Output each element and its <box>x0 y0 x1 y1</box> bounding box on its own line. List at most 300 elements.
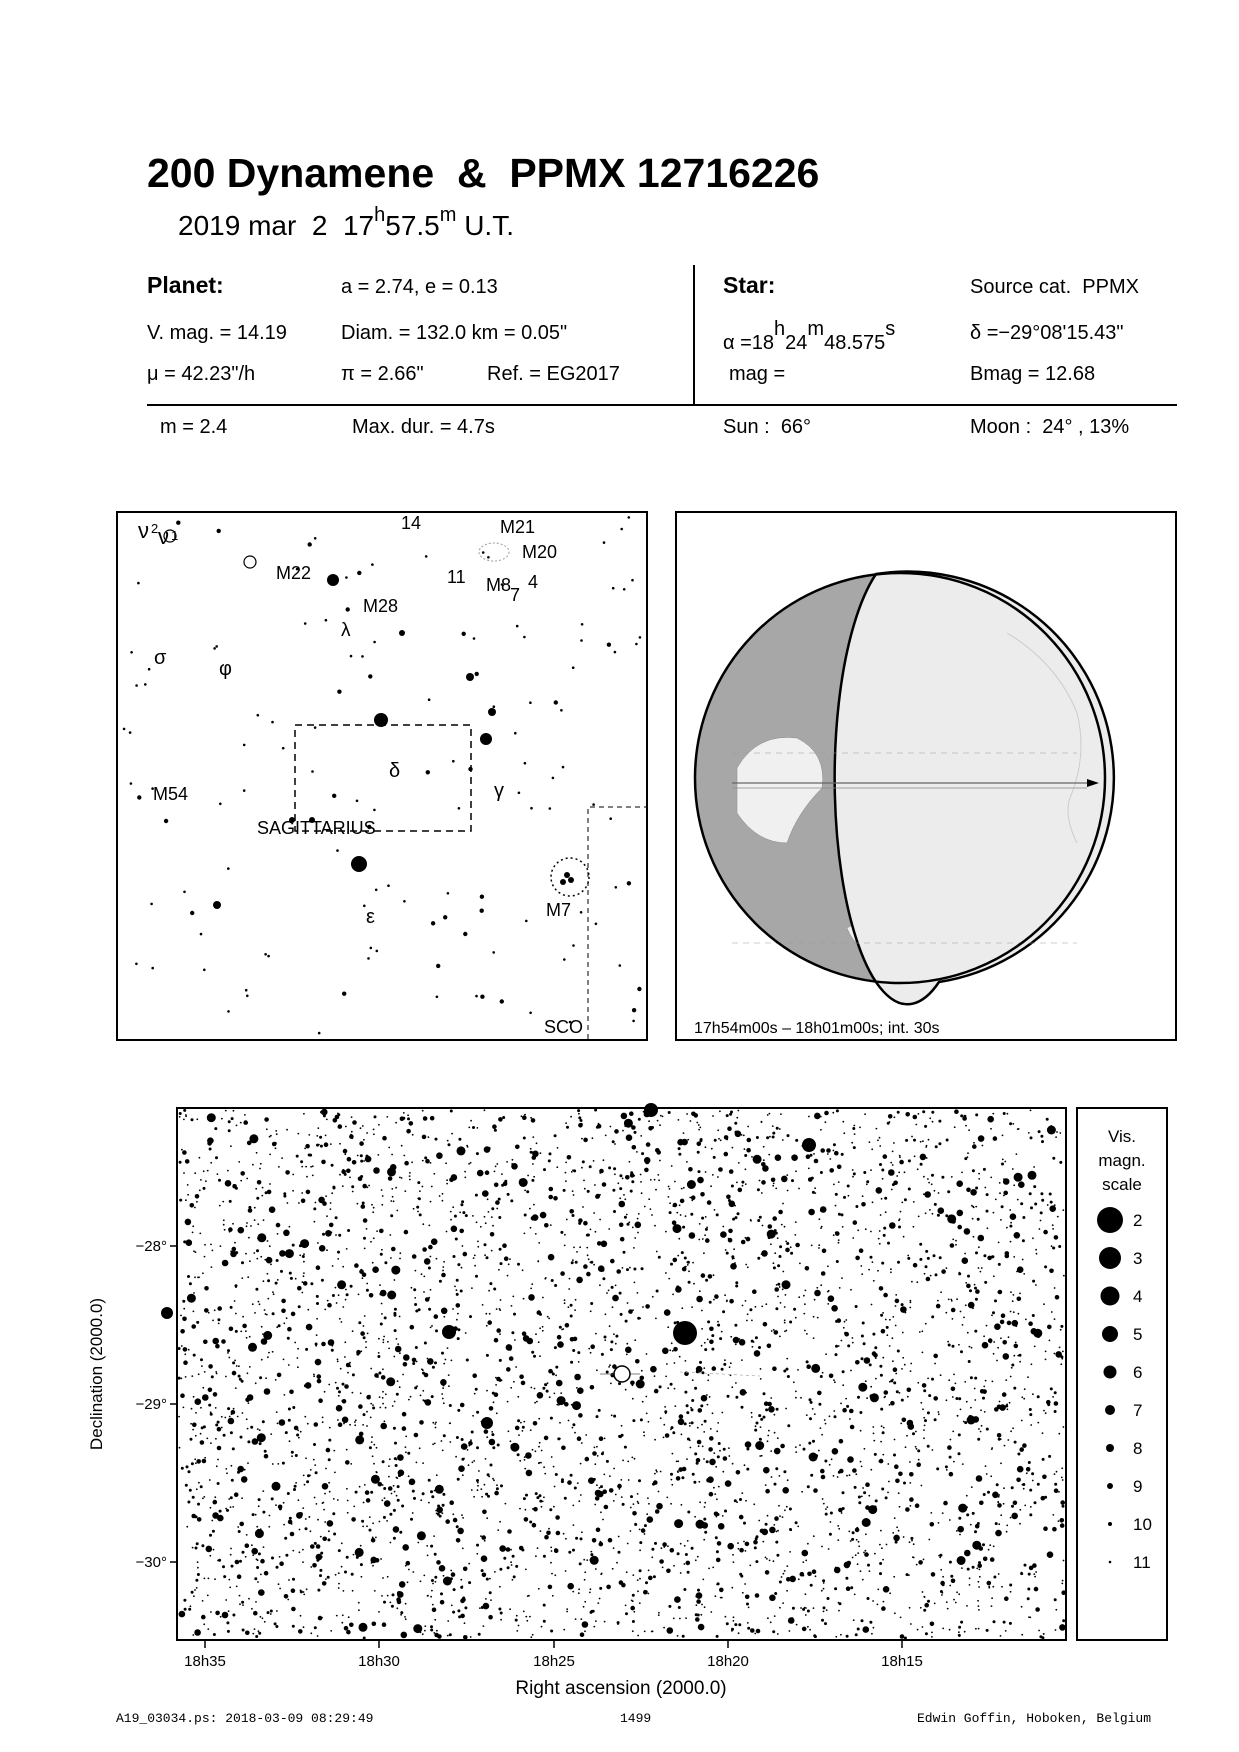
field-star <box>395 1122 397 1124</box>
field-star <box>226 1621 229 1624</box>
field-star <box>574 1487 577 1490</box>
field-star <box>338 1395 340 1397</box>
field-star <box>881 1547 883 1549</box>
field-star <box>686 1261 688 1263</box>
field-star <box>977 1218 980 1221</box>
field-star <box>850 1289 852 1291</box>
field-star <box>447 1347 449 1349</box>
field-star <box>275 1625 278 1628</box>
field-star <box>662 1567 664 1569</box>
field-star <box>917 1382 919 1384</box>
field-star <box>180 1393 185 1398</box>
field-star <box>1005 1379 1007 1381</box>
field-star <box>192 1496 195 1499</box>
field-star <box>345 1126 347 1128</box>
field-star <box>969 1584 971 1586</box>
field-star <box>924 1125 927 1128</box>
field-star <box>968 1360 971 1363</box>
field-star <box>419 1420 424 1425</box>
field-star <box>699 1290 701 1292</box>
field-star <box>518 1434 520 1436</box>
field-star <box>564 1302 566 1304</box>
field-star <box>1000 1337 1002 1339</box>
field-star <box>918 1113 920 1115</box>
field-star <box>523 1137 526 1140</box>
field-star <box>182 1317 187 1322</box>
field-star <box>776 1554 779 1557</box>
field-star <box>400 1614 402 1616</box>
finder-star <box>637 987 641 991</box>
field-star <box>870 1386 872 1388</box>
field-star <box>848 1195 850 1197</box>
field-star <box>1019 1447 1024 1452</box>
field-star <box>608 1228 610 1230</box>
field-star <box>948 1379 950 1381</box>
event-maxdur: Max. dur. = 4.7s <box>352 416 495 438</box>
field-star <box>596 1484 598 1486</box>
field-star <box>246 1534 248 1536</box>
field-star <box>862 1518 871 1527</box>
field-star <box>813 1488 818 1493</box>
field-star <box>918 1459 920 1461</box>
field-star <box>1047 1403 1050 1406</box>
field-star <box>544 1473 546 1475</box>
field-star <box>1039 1635 1042 1638</box>
field-star <box>719 1588 724 1593</box>
field-star <box>391 1493 393 1495</box>
field-star <box>1042 1432 1044 1434</box>
field-star <box>288 1364 290 1366</box>
field-star <box>835 1193 838 1196</box>
field-star <box>183 1240 186 1243</box>
field-star <box>529 1208 531 1210</box>
field-star <box>846 1586 851 1591</box>
finder-star <box>148 668 151 671</box>
field-star <box>621 1496 623 1498</box>
field-star <box>760 1368 762 1370</box>
field-star <box>460 1290 463 1293</box>
field-star <box>223 1219 225 1221</box>
field-star <box>881 1262 884 1265</box>
field-star <box>650 1366 657 1373</box>
field-star <box>678 1419 685 1426</box>
field-star <box>1010 1591 1012 1593</box>
field-star <box>382 1397 384 1399</box>
field-star <box>897 1350 900 1353</box>
field-star <box>528 1294 535 1301</box>
field-star <box>737 1542 739 1544</box>
field-star <box>214 1578 216 1580</box>
field-star <box>935 1273 938 1276</box>
field-star <box>341 1622 343 1624</box>
field-star <box>257 1529 260 1532</box>
field-star <box>222 1201 224 1203</box>
field-star <box>826 1148 831 1153</box>
field-star <box>314 1497 316 1499</box>
field-star <box>718 1138 720 1140</box>
field-star <box>786 1590 788 1592</box>
field-star <box>214 1127 217 1130</box>
field-star <box>870 1256 873 1259</box>
field-star <box>992 1492 999 1499</box>
field-star <box>842 1384 844 1386</box>
field-star <box>315 1343 318 1346</box>
field-star <box>707 1404 709 1406</box>
field-star <box>270 1610 273 1613</box>
field-star <box>422 1399 424 1401</box>
field-star <box>609 1364 611 1366</box>
field-star <box>262 1333 264 1335</box>
field-star <box>491 1433 494 1436</box>
field-star <box>694 1452 697 1455</box>
field-star <box>275 1282 278 1285</box>
field-star <box>209 1534 212 1537</box>
field-star <box>985 1380 987 1382</box>
field-star <box>207 1595 209 1597</box>
finder-star <box>342 992 346 996</box>
field-star <box>525 1616 527 1618</box>
field-star <box>745 1542 750 1547</box>
field-star <box>909 1482 911 1484</box>
field-star <box>362 1424 364 1426</box>
field-star <box>951 1308 956 1313</box>
field-star <box>333 1533 336 1536</box>
field-star <box>674 1362 676 1364</box>
field-star <box>617 1623 619 1625</box>
field-star <box>460 1579 462 1581</box>
field-star <box>264 1454 269 1459</box>
field-star <box>529 1521 532 1524</box>
field-star <box>939 1557 941 1559</box>
field-star <box>946 1267 948 1269</box>
field-star <box>1001 1586 1003 1588</box>
field-star <box>246 1222 248 1224</box>
field-star <box>343 1423 345 1425</box>
field-star <box>674 1596 681 1603</box>
field-star <box>686 1411 689 1414</box>
field-star <box>1058 1245 1061 1248</box>
field-star <box>267 1279 270 1282</box>
field-star <box>779 1607 781 1609</box>
field-star <box>534 1388 536 1390</box>
field-star <box>767 1617 769 1619</box>
field-star <box>851 1142 853 1144</box>
field-star <box>632 1594 635 1597</box>
field-star <box>191 1462 194 1465</box>
field-star <box>1062 1209 1064 1211</box>
field-star <box>779 1475 781 1477</box>
field-star <box>422 1135 427 1140</box>
field-star <box>882 1312 884 1314</box>
field-star <box>756 1136 759 1139</box>
field-star <box>263 1280 265 1282</box>
field-star <box>510 1387 512 1389</box>
field-star <box>901 1399 904 1402</box>
field-star <box>256 1197 259 1200</box>
field-star <box>301 1166 303 1168</box>
field-star <box>738 1188 743 1193</box>
field-star <box>434 1361 437 1364</box>
field-star <box>625 1605 627 1607</box>
field-star <box>681 1307 683 1309</box>
field-star <box>529 1616 531 1618</box>
field-star <box>519 1178 528 1187</box>
field-star <box>895 1325 897 1327</box>
field-star <box>978 1605 980 1607</box>
field-star <box>537 1392 544 1399</box>
field-star <box>608 1366 610 1368</box>
ra-axis-label: Right ascension (2000.0) <box>515 1678 727 1699</box>
field-star <box>496 1487 499 1490</box>
field-star <box>416 1206 419 1209</box>
finder-star <box>214 903 217 906</box>
field-star <box>292 1625 295 1628</box>
field-star <box>379 1229 384 1234</box>
dec-tick-label: −29° <box>135 1396 167 1413</box>
field-star <box>760 1531 762 1533</box>
field-star <box>530 1227 532 1229</box>
field-star <box>443 1434 446 1437</box>
field-star <box>616 1269 621 1274</box>
field-star <box>461 1514 463 1516</box>
field-star <box>738 1162 740 1164</box>
field-star <box>961 1567 963 1569</box>
field-star <box>688 1270 690 1272</box>
finder-star <box>458 807 461 810</box>
field-star <box>389 1513 392 1516</box>
field-star <box>461 1458 464 1461</box>
field-star <box>489 1282 492 1285</box>
field-star <box>1054 1488 1059 1493</box>
field-star <box>962 1116 967 1121</box>
field-star <box>217 1306 222 1311</box>
field-star <box>829 1415 831 1417</box>
field-star <box>568 1306 570 1308</box>
field-star <box>795 1397 797 1399</box>
field-star <box>210 1413 213 1416</box>
field-star <box>937 1300 939 1302</box>
field-star <box>949 1519 951 1521</box>
field-star <box>666 1363 668 1365</box>
field-star <box>981 1267 983 1269</box>
field-star <box>1060 1518 1065 1523</box>
event-date: 2019 mar 2 17 <box>178 210 375 241</box>
field-star <box>252 1303 254 1305</box>
field-star <box>609 1325 611 1327</box>
field-star <box>626 1571 628 1573</box>
field-star <box>400 1611 403 1614</box>
field-star <box>551 1279 554 1282</box>
field-star <box>507 1566 510 1569</box>
field-star <box>310 1282 313 1285</box>
field-star <box>538 1341 540 1343</box>
field-star <box>911 1540 913 1542</box>
field-star <box>363 1413 366 1416</box>
field-star <box>221 1339 226 1344</box>
field-star <box>203 1623 205 1625</box>
field-star <box>909 1472 914 1477</box>
field-star <box>823 1582 825 1584</box>
finder-label: M20 <box>522 542 558 562</box>
field-star <box>372 1266 379 1273</box>
scale-mag-label: 11 <box>1133 1553 1151 1572</box>
field-star <box>731 1543 733 1545</box>
field-star <box>897 1111 900 1114</box>
field-star <box>687 1438 690 1441</box>
field-star <box>524 1190 526 1192</box>
field-star <box>234 1242 236 1244</box>
finder-star <box>426 770 430 774</box>
field-star <box>437 1634 442 1639</box>
field-star <box>435 1329 438 1332</box>
field-star <box>866 1630 868 1632</box>
field-star <box>806 1364 811 1369</box>
field-star <box>919 1258 922 1261</box>
field-star <box>276 1610 278 1612</box>
field-star <box>920 1607 922 1609</box>
field-star <box>783 1573 785 1575</box>
field-star <box>755 1336 758 1339</box>
field-star <box>442 1450 444 1452</box>
field-star <box>375 1537 377 1539</box>
bright-field-star <box>802 1138 816 1152</box>
field-star <box>391 1188 393 1190</box>
field-star <box>510 1199 513 1202</box>
field-star <box>407 1452 410 1455</box>
field-star <box>818 1244 820 1246</box>
field-star <box>549 1508 552 1511</box>
field-star <box>272 1351 274 1353</box>
field-star <box>532 1449 534 1451</box>
field-star <box>809 1398 812 1401</box>
field-star <box>540 1212 547 1219</box>
field-star <box>498 1198 501 1201</box>
field-star <box>231 1479 234 1482</box>
field-star <box>846 1475 848 1477</box>
field-star <box>379 1284 381 1286</box>
field-star <box>506 1161 508 1163</box>
field-star <box>706 1478 711 1483</box>
field-star <box>236 1365 238 1367</box>
field-star <box>461 1438 464 1441</box>
field-star <box>395 1464 398 1467</box>
field-star <box>417 1211 419 1213</box>
field-star <box>659 1559 664 1564</box>
field-star <box>267 1273 269 1275</box>
field-star <box>407 1117 410 1120</box>
field-star <box>483 1603 490 1610</box>
field-star <box>892 1337 894 1339</box>
field-star <box>823 1588 825 1590</box>
field-star <box>913 1226 915 1228</box>
field-star <box>978 1235 985 1242</box>
field-star <box>923 1596 925 1598</box>
field-star <box>751 1412 753 1414</box>
field-star <box>246 1178 248 1180</box>
field-star <box>403 1155 405 1157</box>
field-star <box>717 1129 719 1131</box>
field-star <box>318 1197 325 1204</box>
field-star <box>315 1202 317 1204</box>
field-star <box>774 1287 779 1292</box>
field-star <box>374 1115 377 1118</box>
field-star <box>422 1369 424 1371</box>
field-star <box>541 1506 543 1508</box>
field-star <box>554 1346 557 1349</box>
field-star <box>626 1343 628 1345</box>
field-star <box>695 1559 697 1561</box>
field-star <box>722 1226 724 1228</box>
field-star <box>706 1394 708 1396</box>
field-star <box>983 1335 985 1337</box>
field-star <box>488 1211 490 1213</box>
field-star <box>338 1587 340 1589</box>
field-star <box>703 1458 705 1460</box>
field-star <box>506 1344 513 1351</box>
field-star <box>765 1570 770 1575</box>
field-star <box>774 1592 777 1595</box>
field-star <box>577 1351 580 1354</box>
field-star <box>183 1599 186 1602</box>
field-star <box>933 1354 938 1359</box>
field-star <box>537 1260 539 1262</box>
field-star <box>1043 1526 1048 1531</box>
field-star <box>812 1408 814 1410</box>
field-star <box>707 1380 709 1382</box>
field-star <box>600 1511 602 1513</box>
field-star <box>194 1207 196 1209</box>
field-star <box>525 1494 528 1497</box>
field-star <box>184 1353 186 1355</box>
field-star <box>952 1431 954 1433</box>
field-star <box>630 1507 632 1509</box>
finder-star <box>482 551 485 554</box>
field-star <box>408 1475 410 1477</box>
field-star <box>371 1441 373 1443</box>
field-star <box>751 1156 753 1158</box>
field-star <box>451 1572 456 1577</box>
field-star <box>310 1530 312 1532</box>
field-star <box>663 1627 665 1629</box>
field-star <box>751 1320 753 1322</box>
field-star <box>202 1394 209 1401</box>
field-star <box>756 1535 759 1538</box>
field-star <box>321 1160 326 1165</box>
field-star <box>586 1559 588 1561</box>
finder-star <box>615 886 618 889</box>
field-star <box>440 1379 447 1386</box>
field-star <box>822 1498 824 1500</box>
field-star <box>925 1212 927 1214</box>
field-star <box>740 1389 747 1396</box>
field-star <box>269 1245 271 1247</box>
field-star <box>389 1602 391 1604</box>
field-star <box>595 1620 597 1622</box>
field-star <box>554 1134 557 1137</box>
field-star <box>587 1254 589 1256</box>
field-star <box>304 1384 307 1387</box>
field-star <box>598 1409 601 1412</box>
field-star <box>860 1461 862 1463</box>
field-star <box>391 1154 393 1156</box>
field-star <box>492 1478 494 1480</box>
field-star <box>946 1399 948 1401</box>
field-star <box>256 1526 258 1528</box>
field-star <box>1002 1159 1004 1161</box>
field-star <box>557 1147 559 1149</box>
field-star <box>334 1472 336 1474</box>
finder-star <box>318 1032 321 1035</box>
